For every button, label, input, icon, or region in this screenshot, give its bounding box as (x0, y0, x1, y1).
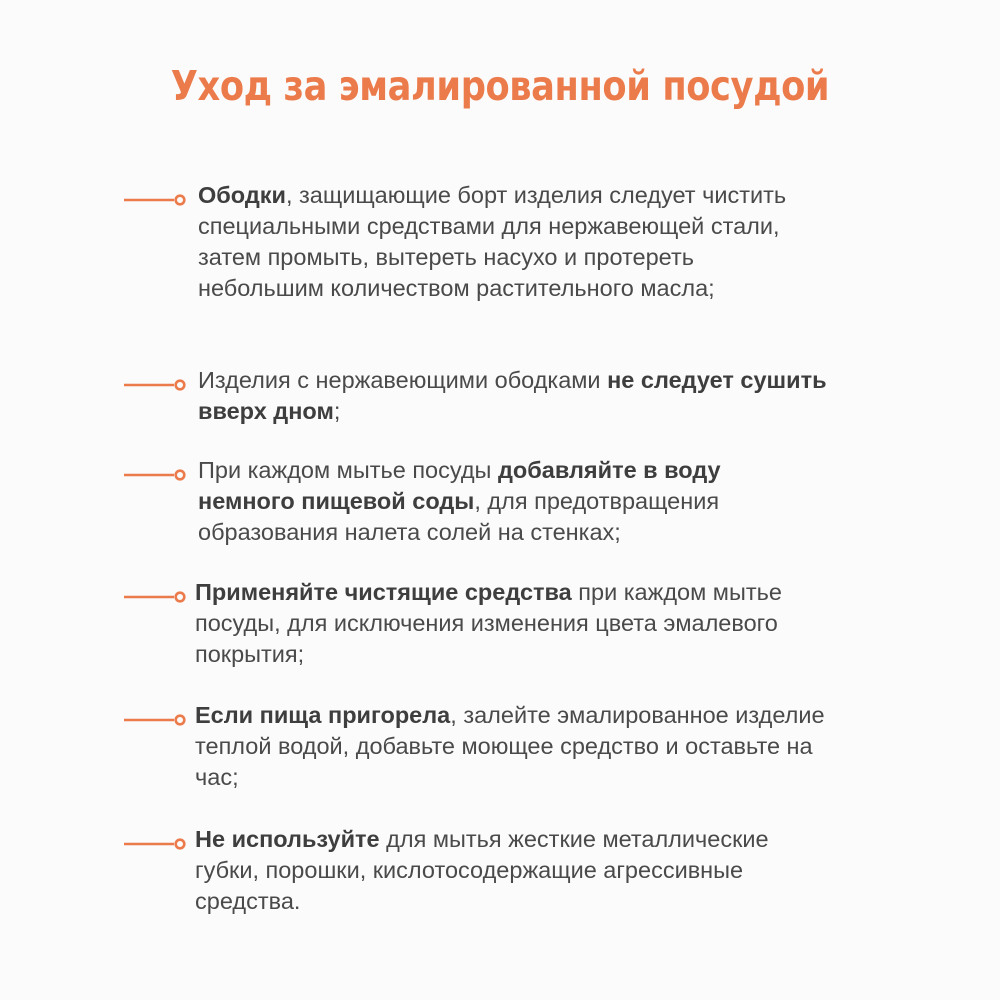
list-item-bold: Ободки (198, 182, 286, 208)
line-with-ring-icon (124, 590, 188, 604)
list-item-plain: , залейте эмалированное изделие теплой водой, добавьте моющее средство и оставьте на час; (195, 702, 825, 790)
line-with-ring-icon (124, 193, 188, 207)
page-title: Уход за эмалированной посудой (170, 62, 830, 110)
list-item-plain: при каждом мытье посуды, для исключения изменения цвета эмалевого покрытия; (195, 579, 782, 667)
list-item-text (198, 365, 828, 427)
list-item-bold: Не используйте (195, 826, 380, 852)
list-item-text (195, 700, 845, 793)
list-item-plain: , защищающие борт изделия следует чистить специальными средствами для нержавеющей стали, затем промыть, вытереть насухо и протереть небольшим количеством растительного масла; (198, 182, 787, 301)
list-item-text (195, 577, 835, 670)
list-item-plain: ; (333, 398, 341, 424)
list-item-plain: , для предотвращения образования налета солей на стенках; (198, 488, 720, 545)
line-with-ring-icon (124, 837, 188, 851)
line-with-ring-icon (124, 378, 188, 392)
line-with-ring-icon (124, 713, 188, 727)
list-item-bold: Если пища пригорела (195, 702, 451, 728)
line-with-ring-icon (124, 468, 188, 482)
list-item-plain: При каждом мытье посуды (198, 457, 498, 483)
list-item-plain: Изделия с нержавеющими ободками (198, 367, 608, 393)
list-item-bold: Применяйте чистящие средства (195, 579, 572, 605)
list-item-text (195, 824, 815, 917)
list-item-text (198, 180, 818, 304)
list-item-bold: добавляйте в воду немного пищевой соды (198, 457, 721, 514)
list-item-plain: для мытья жесткие металлические губки, порошки, кислотосодержащие агрессивные средства. (195, 826, 769, 914)
list-item-bold: не следует сушить вверх дном (198, 367, 827, 424)
list-item-text (198, 455, 808, 548)
